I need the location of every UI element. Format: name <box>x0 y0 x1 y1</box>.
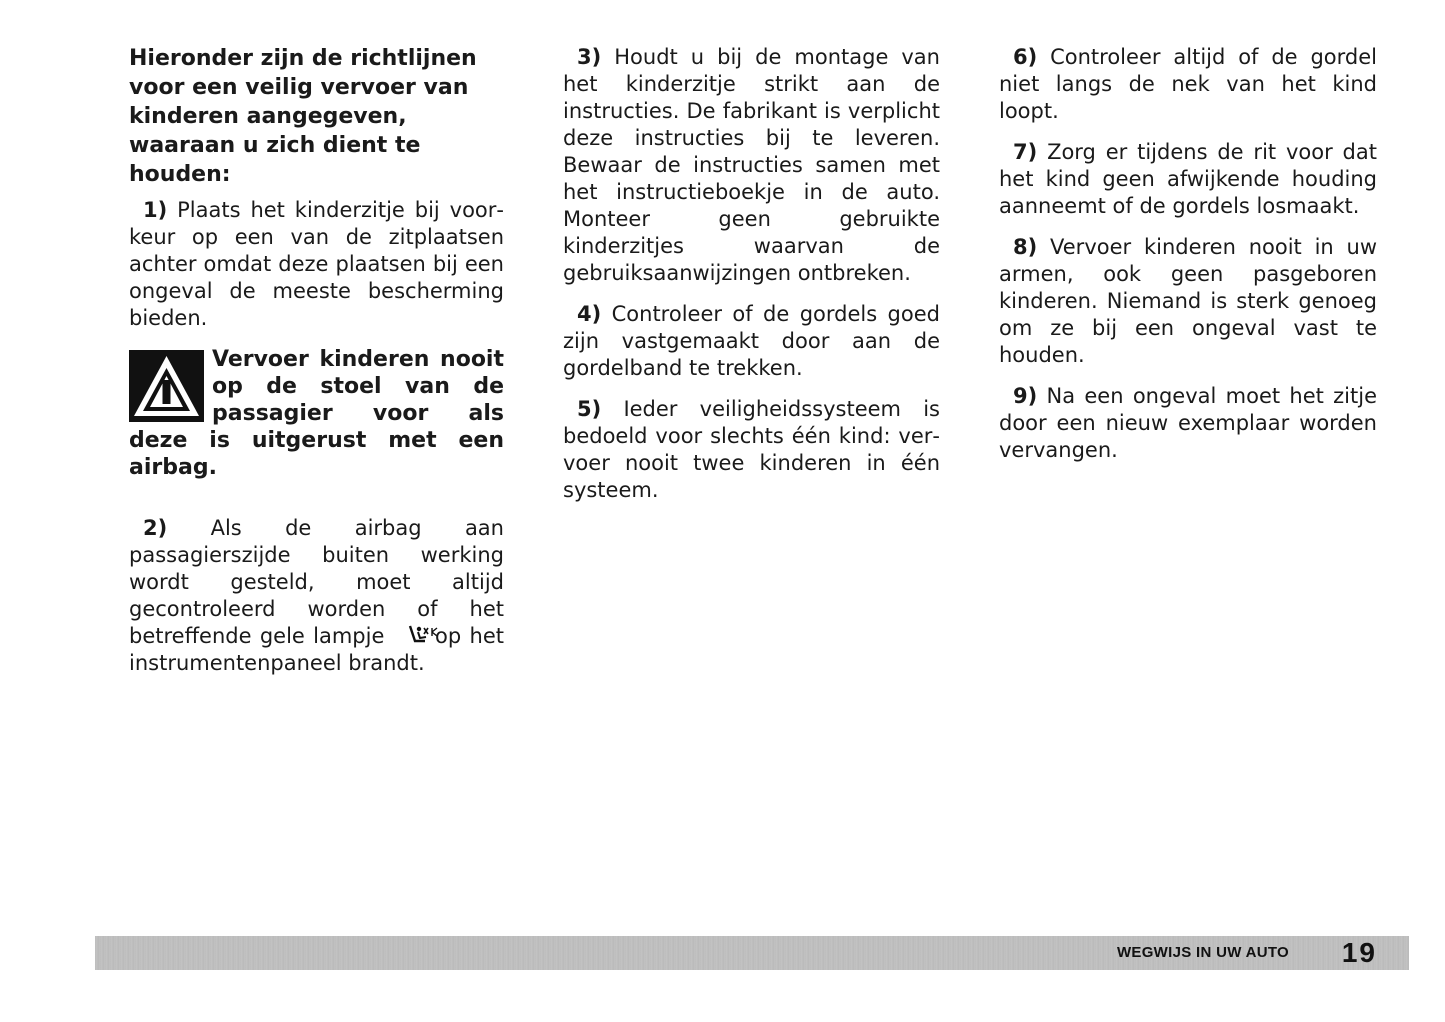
instruction-item-8 <box>999 234 1377 369</box>
warning-triangle-icon <box>129 350 204 422</box>
instruction-item-6 <box>999 44 1377 125</box>
item-text: Vervoer kinderen nooit in uw armen, ook geen pasgeboren kinderen. Niemand is sterk genoeg om ze bij een ongeval vast te houden. <box>999 235 1377 367</box>
item-number: 1) <box>143 198 168 222</box>
airbag-warning <box>129 346 504 481</box>
instruction-item-9 <box>999 383 1377 464</box>
item-number: 8) <box>1013 235 1038 259</box>
item-number: 3) <box>577 45 602 69</box>
item-number: 5) <box>577 397 602 421</box>
item-text: Plaats het kinderzitje bij voorkeur op een van de zitplaatsen achter omdat deze plaatsen bij een ongeval de meeste bescherming bieden. <box>129 198 504 330</box>
intro-heading: Hieronder zijn de richtlijnen voor een veilig vervoer van kinderen aangegeven, waaraan u zich dient te houden: <box>129 46 477 187</box>
instruction-item-7 <box>999 139 1377 220</box>
instruction-item-1 <box>129 197 504 332</box>
item-number: 6) <box>1013 45 1038 69</box>
footer-bar <box>95 936 1409 970</box>
instruction-item-3 <box>563 44 940 287</box>
item-text: Ieder veiligheidssysteem is bedoeld voor slechts één kind: vervoer nooit twee kinderen in één systeem. <box>563 397 940 502</box>
column-left <box>129 44 504 691</box>
item-number: 7) <box>1013 140 1038 164</box>
item-text-continued: op het instrumentenpaneel brandt. <box>129 624 504 675</box>
item-text: Controleer altijd of de gordel niet langs de nek van het kind loopt. <box>999 45 1377 123</box>
item-number: 9) <box>1013 384 1038 408</box>
item-text: Houdt u bij de montage van het kinderzitje strikt aan de instructies. De fabrikant is verplicht deze instructies bij te leveren. Bewaar de instructies samen met het instructieboekje in de auto. Monteer geen gebruikte kinderzitjes waarvan de gebruiksaanwijzingen ontbreken. <box>563 45 940 285</box>
page-number: 19 <box>1341 937 1377 968</box>
item-text: Controleer of de gordels goed zijn vastgemaakt door aan de gordelband te trekken. <box>563 302 940 380</box>
instruction-item-2 <box>129 515 504 677</box>
item-number: 4) <box>577 302 602 326</box>
item-text: Zorg er tijdens de rit voor dat het kind geen afwijkende houding aanneemt of de gordels losmaakt. <box>999 140 1377 218</box>
item-text: Na een ongeval moet het zitje door een nieuw exemplaar worden vervangen. <box>999 384 1377 462</box>
instruction-item-5 <box>563 396 940 504</box>
instruction-item-4 <box>563 301 940 382</box>
item-number: 2) <box>143 516 168 540</box>
warning-text: Vervoer kinderen nooit op de stoel van de passagier voor als deze is uitgerust met een airbag. <box>129 347 504 480</box>
column-middle <box>563 44 940 518</box>
column-right <box>999 44 1377 478</box>
item-text: Als de airbag aan passagierszijde buiten werking wordt gesteld, moet altijd gecontroleerd worden of het betreffende gele lampje <box>129 516 504 648</box>
airbag-off-seat-icon <box>393 624 427 646</box>
section-title: WEGWIJS IN UW AUTO <box>1116 944 1289 961</box>
